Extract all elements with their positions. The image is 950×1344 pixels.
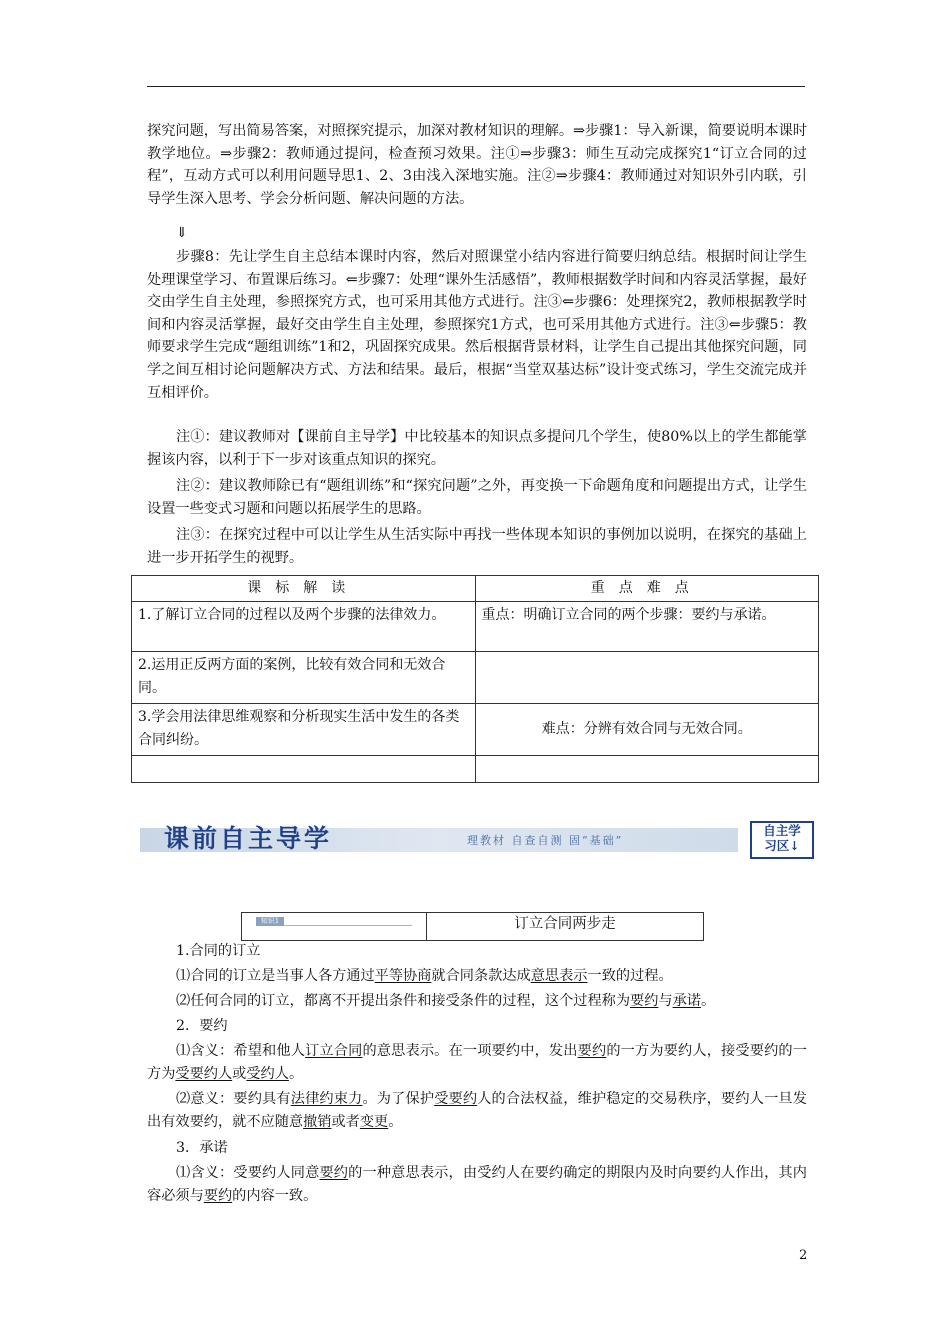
intro-paragraph-1: 探究问题，写出简易答案，对照探究提示，加深对教材知识的理解。⇒步骤1：导入新课，简要说明本课时教学地位。⇒步骤2：教师通过提问，检查预习效果。注①⇒步骤3：师生互动完成探究1“订立合同的过程”，互动方式可以利用问题导思1、2、3由浅入深地实施。注②⇒步骤4：教师通过对知识外引内联，引导学生深入思考、学会分析问题、解决问题的方法。 (147, 123, 807, 207)
text-run: 。 (288, 1065, 304, 1082)
table-row (132, 652, 819, 704)
badge-line-1: 自主学 (763, 823, 801, 838)
answer-blank: 要约 (630, 993, 659, 1009)
note-1: 注①：建议教师对【课前自主导学】中比较基本的知识点多提问几个学生，使80%以上的学生都能掌握该内容，以利于下一步对该重点知识的探究。 (147, 429, 807, 468)
table-cell: 3.学会用法律思维观察和分析现实生活中发生的各类合同纠纷。 (132, 704, 476, 756)
answer-blank: 受要约人 (175, 1065, 233, 1082)
heading-acceptance: 3．承诺 (176, 1140, 228, 1156)
answer-blank: 意思表示 (530, 968, 588, 984)
section-banner (140, 819, 820, 857)
text-run: 就合同条款达成 (431, 968, 531, 984)
text-run: 人的合法权益，维护稳定的交易秩序，要约人一旦发出有效要约，就不应随意 (147, 1091, 807, 1130)
answer-blank: 承诺 (672, 993, 701, 1009)
text-run: ⑴含义：希望和他人 (176, 1043, 306, 1059)
paragraph-formation-definition (147, 965, 807, 988)
heading-contract-formation: 1.合同的订立 (176, 943, 261, 959)
text-run: 。为了保护 (362, 1091, 435, 1107)
banner-title: 课前自主导学 (164, 824, 333, 853)
table-cell: 难点：分辨有效合同与无效合同。 (475, 704, 819, 756)
answer-blank: 受要约 (434, 1091, 478, 1107)
answer-blank: 变更 (359, 1113, 389, 1130)
text-run: 的一方为要约人，接受要约的一方为 (147, 1043, 807, 1082)
text-run: ⑵意义：要约具有 (176, 1091, 291, 1107)
table-cell (475, 756, 819, 783)
table-cell: 1.了解订立合同的过程以及两个步骤的法律效力。 (132, 602, 476, 652)
answer-blank: 撤销 (303, 1113, 332, 1130)
page-number: 2 (799, 1248, 808, 1263)
text-run: 。 (701, 993, 716, 1009)
answer-blank: 要约 (319, 1165, 349, 1181)
table-row (132, 704, 819, 756)
self-study-badge (750, 821, 814, 859)
note-3: 注③：在探究过程中可以让学生从生活实际中再找一些体现本知识的事例加以说明，在探究的基础上进一步开拓学生的视野。 (147, 527, 807, 566)
text-run: 与 (658, 993, 673, 1009)
heading-offer: 2．要约 (176, 1018, 228, 1034)
table-header-row (132, 576, 819, 602)
badge-line-2: 习区↓ (764, 838, 800, 853)
down-arrow-icon: ⇓ (176, 225, 188, 241)
text-run: ⑵任何合同的订立，都离不开提出条件和接受条件的过程，这个过程称为 (176, 993, 631, 1009)
paragraph-formation-process (147, 990, 807, 1013)
intro-paragraph-2: 步骤8：先让学生自主总结本课时内容，然后对照课堂小结内容进行简要归纳总结。根据时间让学生处理课堂学习、布置课后练习。⇐步骤7：处理“课外生活感悟”，教师根据数学时间和内容灵活掌握，最好交由学生自主处理，参照探究方式，也可采用其他方式进行。注③⇐步骤6：处理探究2，教师根据教学时间和内容灵活掌握，最好交由学生自主处理，参照探究1方式，也可采用其他方式进行。注③⇐步骤5：教师要求学生完成“题组训练”1和2，巩固探究成果。然后根据背景材料，让学生自己提出其他探究问题，同学之间互相讨论问题解决方式、方法和结果。最后，根据“当堂双基达标”设计变式练习，学生交流完成并互相评价。 (147, 249, 807, 401)
topic-tag: 知识1 (256, 917, 284, 926)
text-run: ⑴含义：受要约人同意 (176, 1165, 320, 1181)
answer-blank: 要约 (203, 1187, 233, 1204)
text-run: 的意思表示。在一项要约中，发出 (362, 1043, 578, 1059)
standards-table (131, 575, 819, 783)
note-2: 注②：建议教师除已有“题组训练”和“探究问题”之外，再变换一下命题角度和问题提出方式，让学生设置一些变式习题和问题以拓展学生的思路。 (147, 478, 807, 517)
paragraph-offer-definition (147, 1040, 807, 1085)
text-run: 或者 (331, 1113, 360, 1130)
text-run: ⑴合同的订立是当事人各方通过 (176, 968, 375, 984)
header-curriculum: 课标解读 (132, 576, 476, 602)
banner-subtitle: 理教材 自查自测 固“基础” (467, 834, 624, 847)
table-row (132, 756, 819, 783)
text-run: 的内容一致。 (232, 1187, 318, 1204)
text-run: 。 (388, 1113, 403, 1130)
answer-blank: 平等协商 (374, 968, 432, 984)
text-run: 的一种意思表示，由受约人在要约确定的期限内及时向要约人作出，其内容必须与 (147, 1165, 807, 1204)
topic-label-area (242, 913, 427, 940)
answer-blank: 订立合同 (305, 1043, 363, 1059)
answer-blank: 要约 (577, 1043, 607, 1059)
answer-blank: 受约人 (246, 1065, 289, 1082)
table-cell: 2.运用正反两方面的案例，比较有效合同和无效合同。 (132, 652, 476, 704)
paragraph-offer-significance (147, 1088, 807, 1133)
header-rule (147, 86, 805, 87)
text-run: 或 (232, 1065, 247, 1082)
table-row (132, 602, 819, 652)
topic-title: 订立合同两步走 (514, 916, 616, 932)
answer-blank: 法律约束力 (290, 1091, 363, 1107)
topic-arrow-line (284, 925, 412, 926)
topic-box (241, 912, 704, 941)
paragraph-acceptance-definition (147, 1162, 807, 1207)
header-key-points: 重点难点 (475, 576, 819, 602)
text-run: 一致的过程。 (587, 968, 673, 984)
table-cell: 重点：明确订立合同的两个步骤：要约与承诺。 (475, 602, 819, 652)
table-cell (475, 652, 819, 704)
table-cell (132, 756, 476, 783)
